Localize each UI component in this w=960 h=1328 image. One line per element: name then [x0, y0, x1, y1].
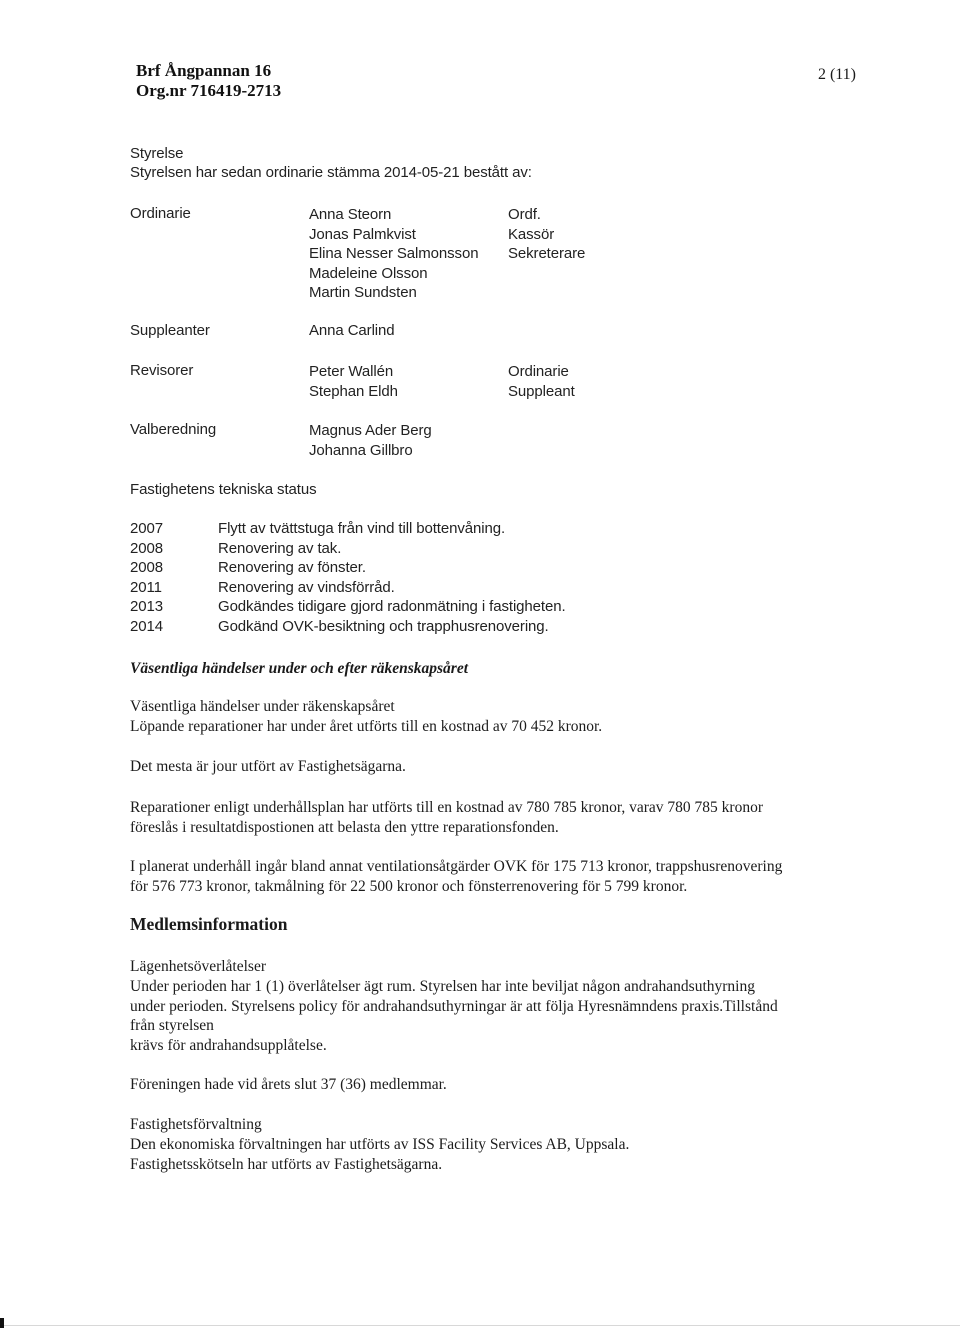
member-role: Suppleant — [508, 382, 575, 400]
tech-status-texts — [218, 519, 566, 637]
status-year: 2008 — [130, 559, 163, 577]
scan-edge-line — [4, 1325, 960, 1326]
members-paragraph-line: från styrelsen — [130, 1017, 214, 1035]
board-intro: Styrelsen har sedan ordinarie stämma 2014-05-21 bestått av: — [130, 164, 532, 181]
members-transfers-block — [130, 957, 778, 1056]
status-year: 2008 — [130, 539, 163, 557]
events-paragraph-line: föreslås i resultatdispostionen att belasta den yttre reparationsfonden. — [130, 818, 559, 836]
ordinarie-names — [309, 205, 478, 303]
events-paragraph-line: Reparationer enligt underhållsplan har utförts till en kostnad av 780 785 kronor, varav 780 785 kronor — [130, 799, 764, 816]
group-label-suppleanter: Suppleanter — [130, 322, 210, 339]
ordinarie-roles — [508, 205, 585, 264]
scan-edge-mark — [0, 1318, 4, 1328]
status-text: Godkändes tidigare gjord radonmätning i fastigheten. — [218, 598, 566, 616]
board-heading: Styrelse — [130, 145, 184, 162]
valberedning-names — [309, 421, 432, 460]
members-subheading: Lägenhetsöverlåtelser — [130, 958, 266, 975]
status-text: Godkänd OVK-besiktning och trapphusrenovering. — [218, 617, 549, 635]
group-label-revisorer: Revisorer — [130, 362, 194, 379]
events-paragraph-line: I planerat underhåll ingår bland annat ventilationsåtgärder OVK för 175 713 kronor, trappshusrenovering — [130, 858, 783, 875]
page-number: 2 (11) — [817, 66, 856, 83]
org-number: Org.nr 716419-2713 — [136, 81, 282, 100]
tech-status-heading: Fastighetens tekniska status — [130, 481, 317, 498]
events-paragraph-block — [130, 857, 782, 897]
members-paragraph-line: krävs för andrahandsupplåtelse. — [130, 1037, 327, 1055]
org-name: Brf Ångpannan 16 — [136, 61, 272, 80]
members-heading: Medlemsinformation — [130, 914, 288, 934]
management-subheading: Fastighetsförvaltning — [130, 1116, 262, 1133]
member-name: Peter Wallén — [309, 363, 394, 380]
tech-status-years — [130, 519, 163, 637]
events-paragraph-line: för 576 773 kronor, takmålning för 22 500 kronor och fönsterrenovering för 5 799 kronor. — [130, 877, 688, 895]
member-name: Anna Carlind — [309, 322, 395, 339]
member-name: Elina Nesser Salmonsson — [309, 245, 479, 263]
members-paragraph-line: under perioden. Styrelsens policy för andrahandsuthyrningar är att följa Hyresnämndens praxis.Tillstånd — [130, 997, 778, 1015]
group-label-ordinarie: Ordinarie — [130, 205, 191, 222]
status-text: Flytt av tvättstuga från vind till bottenvåning. — [218, 520, 506, 537]
member-name: Jonas Palmkvist — [309, 225, 416, 243]
management-paragraph-line: Fastighetsskötseln har utförts av Fastighetsägarna. — [130, 1155, 443, 1173]
member-role: Ordinarie — [508, 363, 569, 380]
status-text: Renovering av vindsförråd. — [218, 578, 395, 596]
member-name: Madeleine Olsson — [309, 264, 428, 282]
status-year: 2007 — [130, 520, 163, 537]
member-role: Kassör — [508, 225, 555, 243]
events-heading: Väsentliga händelser under och efter räkenskapsåret — [130, 660, 469, 677]
status-text: Renovering av fönster. — [218, 559, 366, 577]
revisorer-names — [309, 362, 398, 401]
events-paragraph: Löpande reparationer har under året utförts till en kostnad av 70 452 kronor. — [130, 717, 603, 735]
status-year: 2014 — [130, 617, 163, 635]
members-count: Föreningen hade vid årets slut 37 (36) medlemmar. — [130, 1076, 447, 1093]
status-text: Renovering av tak. — [218, 539, 342, 557]
member-name: Anna Steorn — [309, 206, 392, 223]
member-name: Magnus Ader Berg — [309, 422, 432, 439]
events-paragraph: Det mesta är jour utfört av Fastighetsägarna. — [130, 758, 406, 775]
status-year: 2011 — [130, 578, 162, 596]
management-block — [130, 1115, 629, 1174]
member-name: Martin Sundsten — [309, 284, 417, 302]
revisorer-roles — [508, 362, 575, 401]
member-name: Stephan Eldh — [309, 382, 398, 400]
management-paragraph-line: Den ekonomiska förvaltningen har utförts av ISS Facility Services AB, Uppsala. — [130, 1135, 630, 1153]
events-block — [130, 697, 602, 737]
member-name: Johanna Gillbro — [309, 441, 413, 459]
status-year: 2013 — [130, 598, 163, 616]
group-label-valberedning: Valberedning — [130, 421, 217, 438]
events-paragraph-block — [130, 798, 763, 838]
members-paragraph-line: Under perioden har 1 (1) överlåtelser ägt rum. Styrelsen har inte beviljat någon andrahandsuthyrning — [130, 977, 755, 995]
member-role: Sekreterare — [508, 245, 586, 263]
events-subheading: Väsentliga händelser under räkenskapsåret — [130, 698, 395, 715]
member-role: Ordf. — [508, 206, 541, 223]
